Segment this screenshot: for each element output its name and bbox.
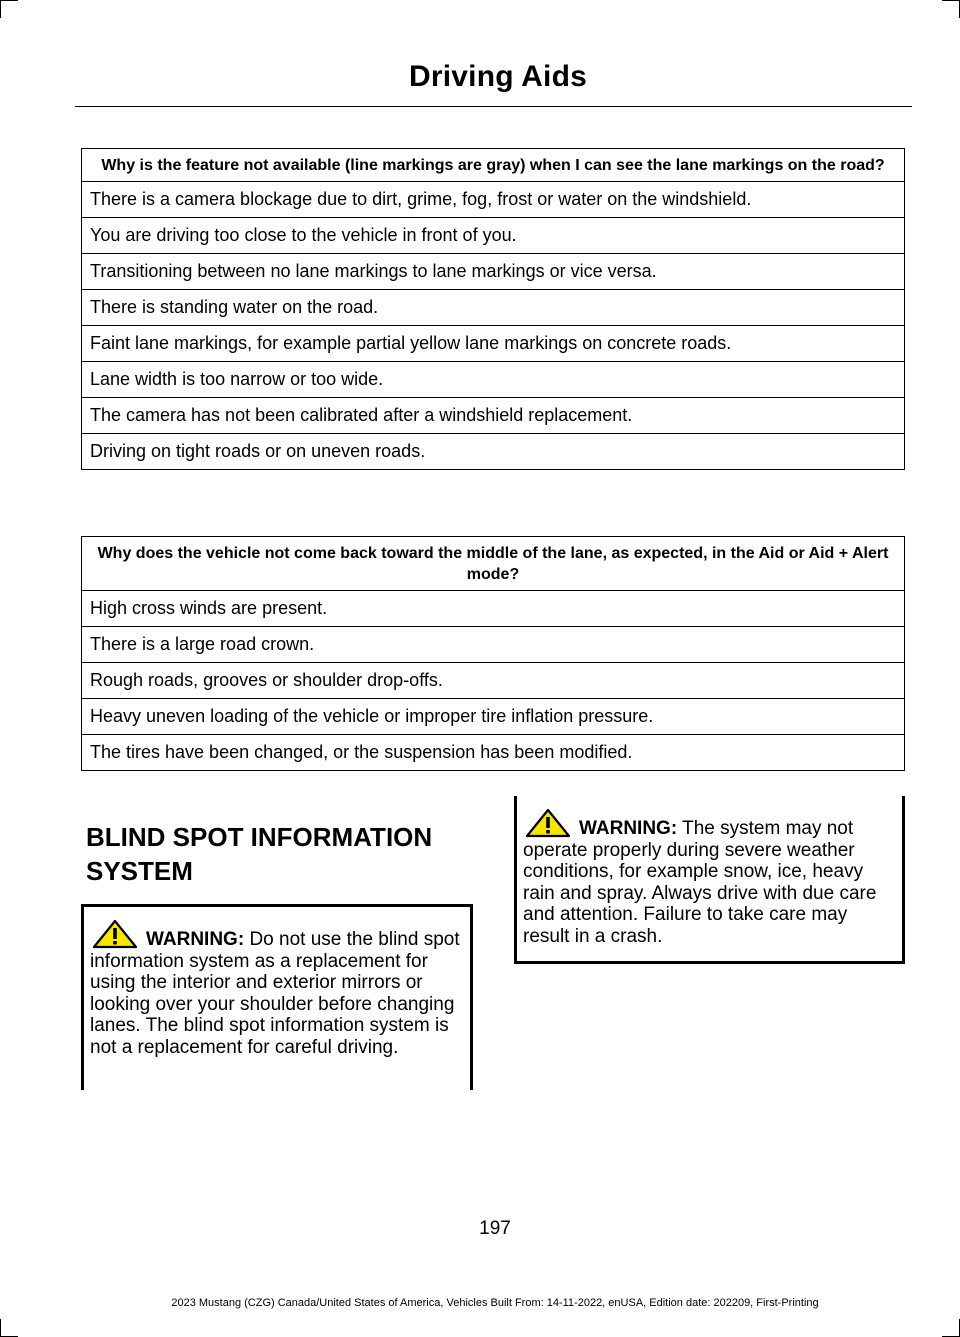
warning-box-weather xyxy=(514,796,905,964)
table-row: The tires have been changed, or the suspension has been modified. xyxy=(82,735,905,771)
table-row: Rough roads, grooves or shoulder drop-offs. xyxy=(82,663,905,699)
table-row: Transitioning between no lane markings to lane markings or vice versa. xyxy=(82,254,905,290)
table-row: Faint lane markings, for example partial yellow lane markings on concrete roads. xyxy=(82,326,905,362)
table-row: High cross winds are present. xyxy=(82,591,905,627)
crop-mark xyxy=(0,1319,1,1337)
warning-label: WARNING: xyxy=(146,929,245,950)
warning-label: WARNING: xyxy=(579,818,678,839)
section-heading-line2: SYSTEM xyxy=(86,856,193,886)
table-row: There is a large road crown. xyxy=(82,627,905,663)
table-row: Lane width is too narrow or too wide. xyxy=(82,362,905,398)
table-question-header: Why does the vehicle not come back toward the middle of the lane, as expected, in the Aid or Aid + Alert mode? xyxy=(82,537,905,591)
troubleshooting-table-centering xyxy=(81,536,905,771)
footer-edition-info: 2023 Mustang (CZG) Canada/United States of America, Vehicles Built From: 14-11-2022, enUSA, Edition date: 202209, First-Printing xyxy=(171,1297,819,1309)
page-header-title: Driving Aids xyxy=(409,60,587,93)
warning-text: Do not use the blind spot information system as a replacement for using the interior and exterior mirrors or looking over your shoulder before changing lanes. The blind spot information system is not a replacement for careful driving. xyxy=(90,929,460,1058)
crop-mark xyxy=(942,0,960,1)
crop-mark xyxy=(0,0,18,1)
page-number: 197 xyxy=(479,1218,511,1239)
table-row: There is standing water on the road. xyxy=(82,290,905,326)
table-question-header: Why is the feature not available (line markings are gray) when I can see the lane markings on the road? xyxy=(82,149,905,182)
table-row: Driving on tight roads or on uneven roads. xyxy=(82,434,905,470)
section-heading-line1: BLIND SPOT INFORMATION xyxy=(86,822,433,852)
table-row: Heavy uneven loading of the vehicle or improper tire inflation pressure. xyxy=(82,699,905,735)
header-rule xyxy=(75,106,912,107)
warning-text: The system may not operate properly during severe weather conditions, for example snow, ice, heavy rain and spray. Always drive with due care and attention. Failure to take care may result in a crash. xyxy=(523,818,877,947)
table-row: The camera has not been calibrated after a windshield replacement. xyxy=(82,398,905,434)
table-row: You are driving too close to the vehicle in front of you. xyxy=(82,218,905,254)
table-row: There is a camera blockage due to dirt, grime, fog, frost or water on the windshield. xyxy=(82,182,905,218)
troubleshooting-table-unavailable xyxy=(81,148,905,470)
warning-box-blind-spot xyxy=(81,904,473,1090)
warning-triangle-icon xyxy=(525,808,571,838)
warning-triangle-icon xyxy=(92,919,138,949)
section-heading xyxy=(86,822,466,886)
crop-mark xyxy=(0,0,1,18)
